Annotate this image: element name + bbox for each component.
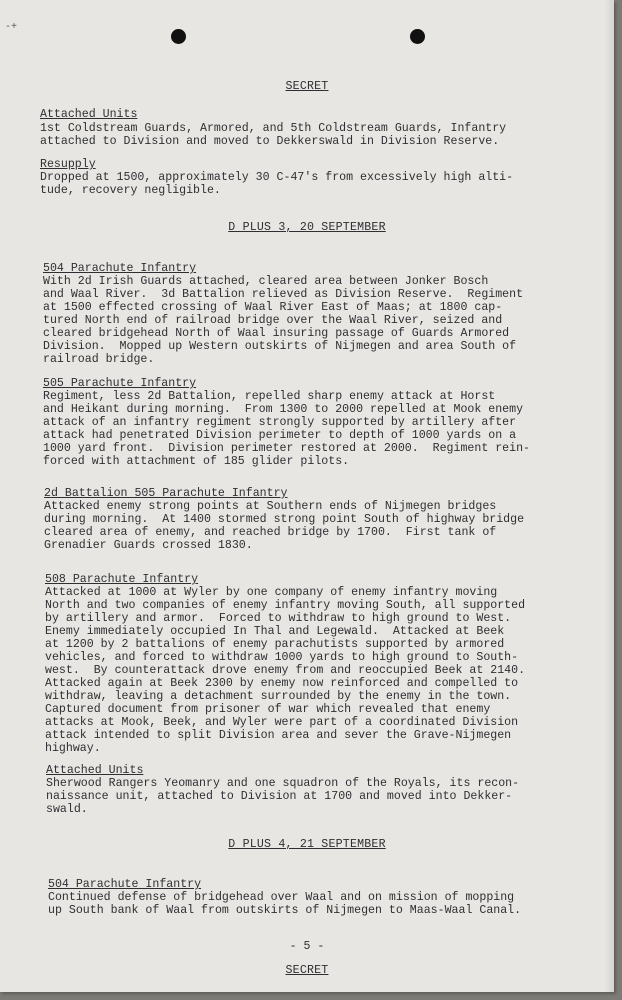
- body-line: attack of an infantry regiment strongly supported by artillery after: [43, 416, 517, 429]
- body-line: With 2d Irish Guards attached, cleared area between Jonker Bosch: [43, 275, 489, 288]
- body-line: naissance unit, attached to Division at 1700 and moved into Dekker-: [46, 790, 513, 803]
- body-line: attack had penetrated Division perimeter to depth of 1000 yards on a: [43, 429, 517, 442]
- header-classification: SECRET: [285, 80, 329, 93]
- body-line: Division. Mopped up Western outskirts of Nijmegen and area South of: [43, 340, 517, 353]
- body-line: 1st Coldstream Guards, Armored, and 5th Coldstream Guards, Infantry: [40, 122, 507, 135]
- body-line: west. By counterattack drove enemy from and reoccupied Beek at 2140.: [45, 664, 526, 677]
- section-heading: 504 Parachute Infantry: [48, 878, 202, 891]
- punch-hole-left: [171, 29, 186, 44]
- body-line: attached to Division and moved to Dekkerswald in Division Reserve.: [40, 135, 500, 148]
- section-heading: 508 Parachute Infantry: [45, 573, 199, 586]
- body-line: at 1500 effected crossing of Waal River East of Maas; at 1800 cap-: [43, 301, 503, 314]
- section-heading: 505 Parachute Infantry: [43, 377, 197, 390]
- body-line: vehicles, and forced to withdraw 1000 yards to high ground to South-: [45, 651, 519, 664]
- body-line: at 1200 by 2 battalions of enemy parachutists supported by armored: [45, 638, 505, 651]
- date-heading: D PLUS 4, 21 SEPTEMBER: [228, 838, 386, 851]
- section-heading: Resupply: [40, 158, 96, 171]
- section-heading: Attached Units: [40, 108, 138, 121]
- body-line: and Heikant during morning. From 1300 to 2000 repelled at Mook enemy: [43, 403, 524, 416]
- section-heading: 2d Battalion 505 Parachute Infantry: [44, 487, 288, 500]
- body-line: attacks at Mook, Beek, and Wyler were part of a coordinated Division: [45, 716, 519, 729]
- body-line: tude, recovery negligible.: [40, 184, 221, 197]
- body-line: withdraw, leaving a detachment surrounded by the enemy in the town.: [45, 690, 512, 703]
- body-line: North and two companies of enemy infantry moving South, all supported: [45, 599, 526, 612]
- body-line: and Waal River. 3d Battalion relieved as Division Reserve. Regiment: [43, 288, 524, 301]
- body-line: attack intended to split Division area and sever the Grave-Nijmegen: [45, 729, 512, 742]
- body-line: cleared bridgehead North of Waal insuring passage of Guards Armored: [43, 327, 510, 340]
- body-line: tured North end of railroad bridge over the Waal River, seized and: [43, 314, 503, 327]
- body-line: highway.: [45, 742, 101, 755]
- punch-hole-right: [410, 29, 425, 44]
- body-line: Dropped at 1500, approximately 30 C-47's from excessively high alti-: [40, 171, 514, 184]
- body-line: Captured document from prisoner of war which revealed that enemy: [45, 703, 491, 716]
- date-heading: D PLUS 3, 20 SEPTEMBER: [228, 221, 386, 234]
- body-line: Enemy immediately occupied In Thal and Legewald. Attacked at Beek: [45, 625, 505, 638]
- page-number: - 5 -: [289, 940, 325, 953]
- footer-classification: SECRET: [285, 964, 329, 977]
- body-line: Attacked enemy strong points at Southern ends of Nijmegen bridges: [44, 500, 497, 513]
- section-heading: 504 Parachute Infantry: [43, 262, 197, 275]
- body-line: Grenadier Guards crossed 1830.: [44, 539, 253, 552]
- body-line: railroad bridge.: [43, 353, 155, 366]
- body-line: Attacked again at Beek 2300 by enemy now reinforced and compelled to: [45, 677, 519, 690]
- body-line: 1000 yard front. Division perimeter restored at 2000. Regiment rein-: [43, 442, 531, 455]
- body-line: up South bank of Waal from outskirts of Nijmegen to Maas-Waal Canal.: [48, 904, 522, 917]
- body-line: Continued defense of bridgehead over Waal and on mission of mopping: [48, 891, 515, 904]
- body-line: Attacked at 1000 at Wyler by one company of enemy infantry moving: [45, 586, 498, 599]
- body-line: by artillery and armor. Forced to withdraw to high ground to West.: [45, 612, 512, 625]
- section-heading: Attached Units: [46, 764, 144, 777]
- body-line: forced with attachment of 185 glider pilots.: [43, 455, 350, 468]
- body-line: Sherwood Rangers Yeomanry and one squadron of the Royals, its recon-: [46, 777, 520, 790]
- body-line: swald.: [46, 803, 88, 816]
- margin-mark: -+: [5, 22, 18, 33]
- body-line: during morning. At 1400 stormed strong point South of highway bridge: [44, 513, 525, 526]
- body-line: Regiment, less 2d Battalion, repelled sharp enemy attack at Horst: [43, 390, 496, 403]
- body-line: cleared area of enemy, and reached bridge by 1700. First tank of: [44, 526, 497, 539]
